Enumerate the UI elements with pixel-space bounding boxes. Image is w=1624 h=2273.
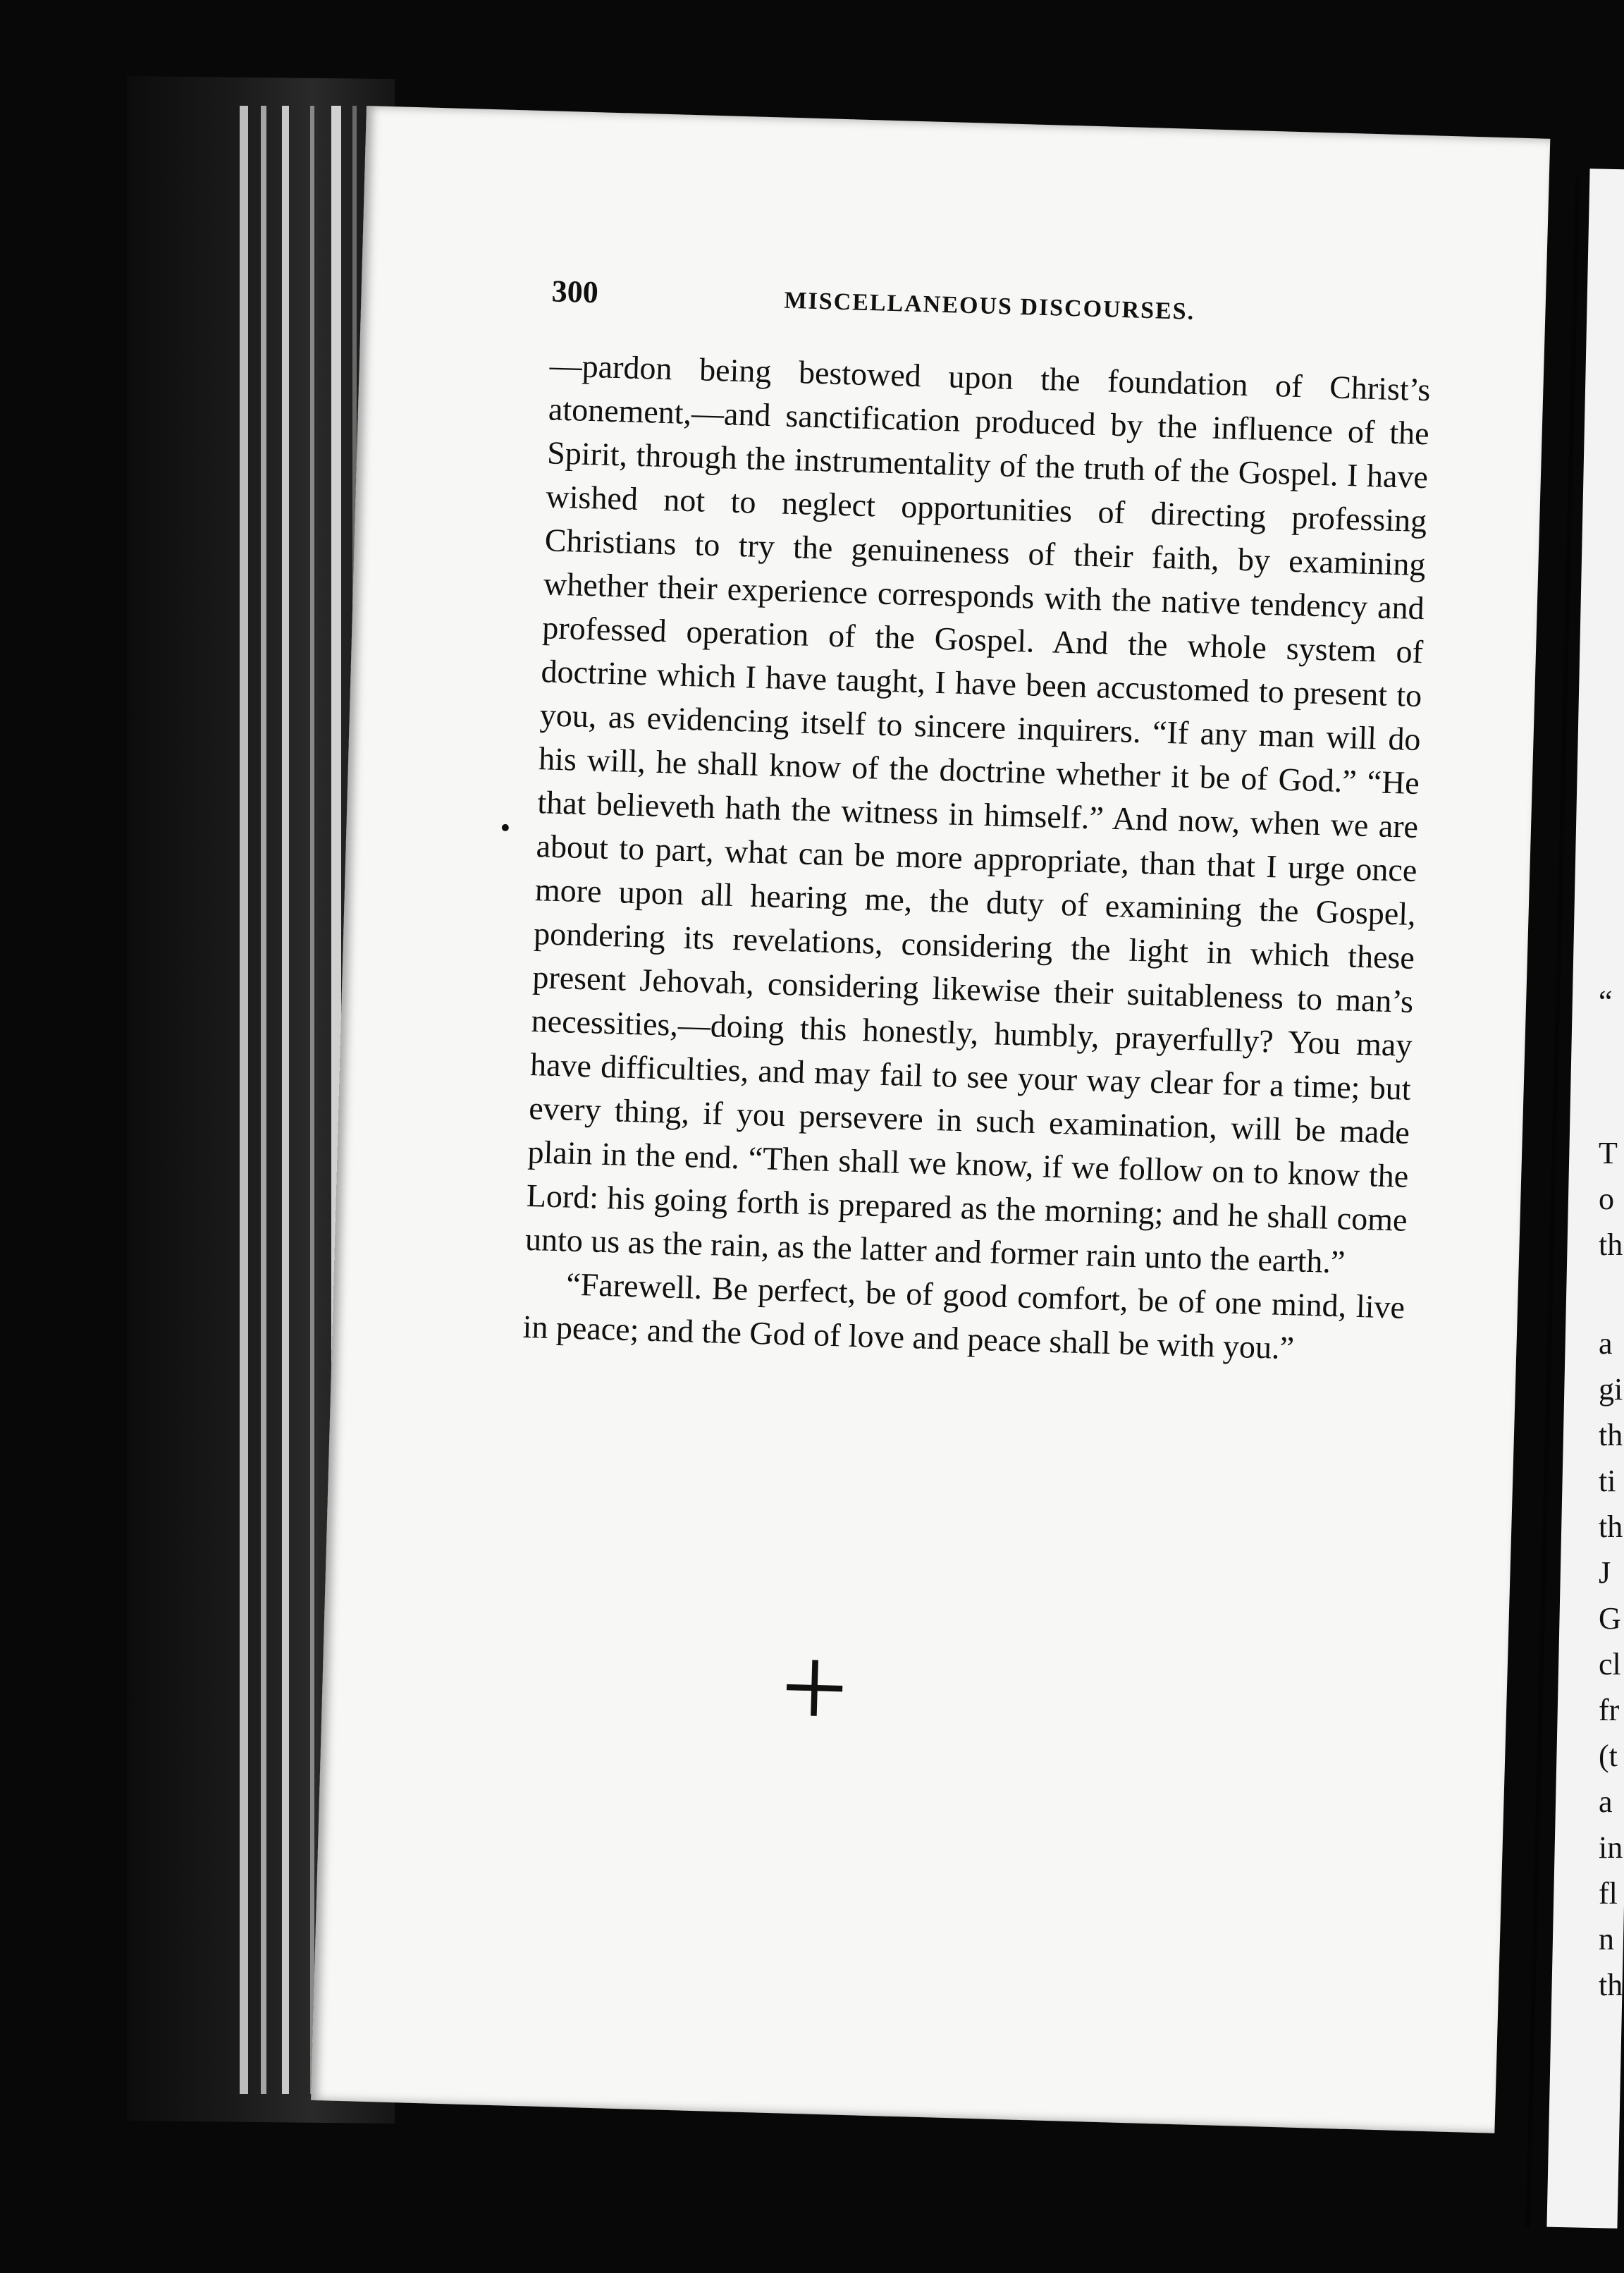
facing-page-text-fragments bbox=[1599, 0, 1624, 2273]
facing-fragment: th bbox=[1599, 1227, 1623, 1262]
paragraph: “Farewell. Be perfect, be of good comfort, be of one mind, live in peace; and the God of love and peace shall be with you.” bbox=[522, 1266, 1405, 1366]
page-edge bbox=[240, 106, 248, 2094]
facing-fragment: n bbox=[1599, 1922, 1614, 1956]
page-edge bbox=[282, 106, 289, 2094]
handwritten-cross-mark: + bbox=[778, 1620, 851, 1755]
facing-fragment: a bbox=[1599, 1326, 1613, 1361]
page-number: 300 bbox=[551, 274, 599, 310]
book-page bbox=[311, 106, 1550, 2133]
facing-fragment: G bbox=[1599, 1601, 1621, 1636]
page-edge bbox=[261, 106, 266, 2094]
facing-fragment: a bbox=[1599, 1784, 1613, 1819]
facing-fragment: (t bbox=[1599, 1739, 1618, 1773]
facing-fragment: fl bbox=[1599, 1876, 1618, 1911]
facing-fragment: fr bbox=[1599, 1693, 1620, 1727]
facing-fragment: in bbox=[1599, 1830, 1623, 1865]
page-content bbox=[522, 273, 1433, 1373]
facing-fragment: o bbox=[1599, 1182, 1614, 1216]
facing-fragment: th bbox=[1599, 1509, 1623, 1544]
facing-fragment: th bbox=[1599, 1418, 1623, 1452]
paragraph: —pardon being bestowed upon the foundation of Christ’s atonement,—and sanctification produced by the influence of the Spirit, through the instrumentality of the truth of the Gospel. I have wished not to neglect opportunities of directing professing Christians to try the genuineness of their faith, by examining whether their experience corresponds with the native tendency and professed operation of the Gospel. And the whole system of doctrine which I have taught, I have been accustomed to present to you, as evidencing itself to sincere inquirers. “If any man will do his will, he shall know of the doctrine whether it be of God.” “He that believeth hath the witness in himself.” And now, when we are about to part, what can be more appropriate, than that I urge once more upon all hearing me, the duty of examining the Gospel, pondering its revelations, considering the light in which these present Jehovah, considering likewise their suitableness to man’s necessities,—doing this honestly, humbly, prayerfully? You may have difficulties, and may fail to see your way clear for a time; but every thing, if you persevere in such examination, will be made plain in the end. “Then shall we know, if we follow on to know the Lord: his going forth is prepared as the morning; and he shall come unto us as the rain, as the latter and former rain unto the earth.” bbox=[524, 347, 1432, 1280]
facing-fragment: gi bbox=[1599, 1372, 1623, 1407]
facing-fragment: cl bbox=[1599, 1647, 1621, 1681]
running-head bbox=[551, 273, 1433, 347]
running-head-title: MISCELLANEOUS DISCOURSES. bbox=[784, 287, 1195, 325]
facing-fragment: J bbox=[1599, 1555, 1611, 1590]
page-edge bbox=[310, 106, 314, 2094]
facing-fragment: T bbox=[1599, 1136, 1618, 1170]
margin-bullet-mark: • bbox=[499, 811, 511, 845]
facing-fragment: ti bbox=[1599, 1464, 1616, 1498]
facing-fragment: “ bbox=[1599, 984, 1613, 1019]
body-text bbox=[522, 343, 1431, 1373]
facing-fragment: th bbox=[1599, 1968, 1623, 2002]
